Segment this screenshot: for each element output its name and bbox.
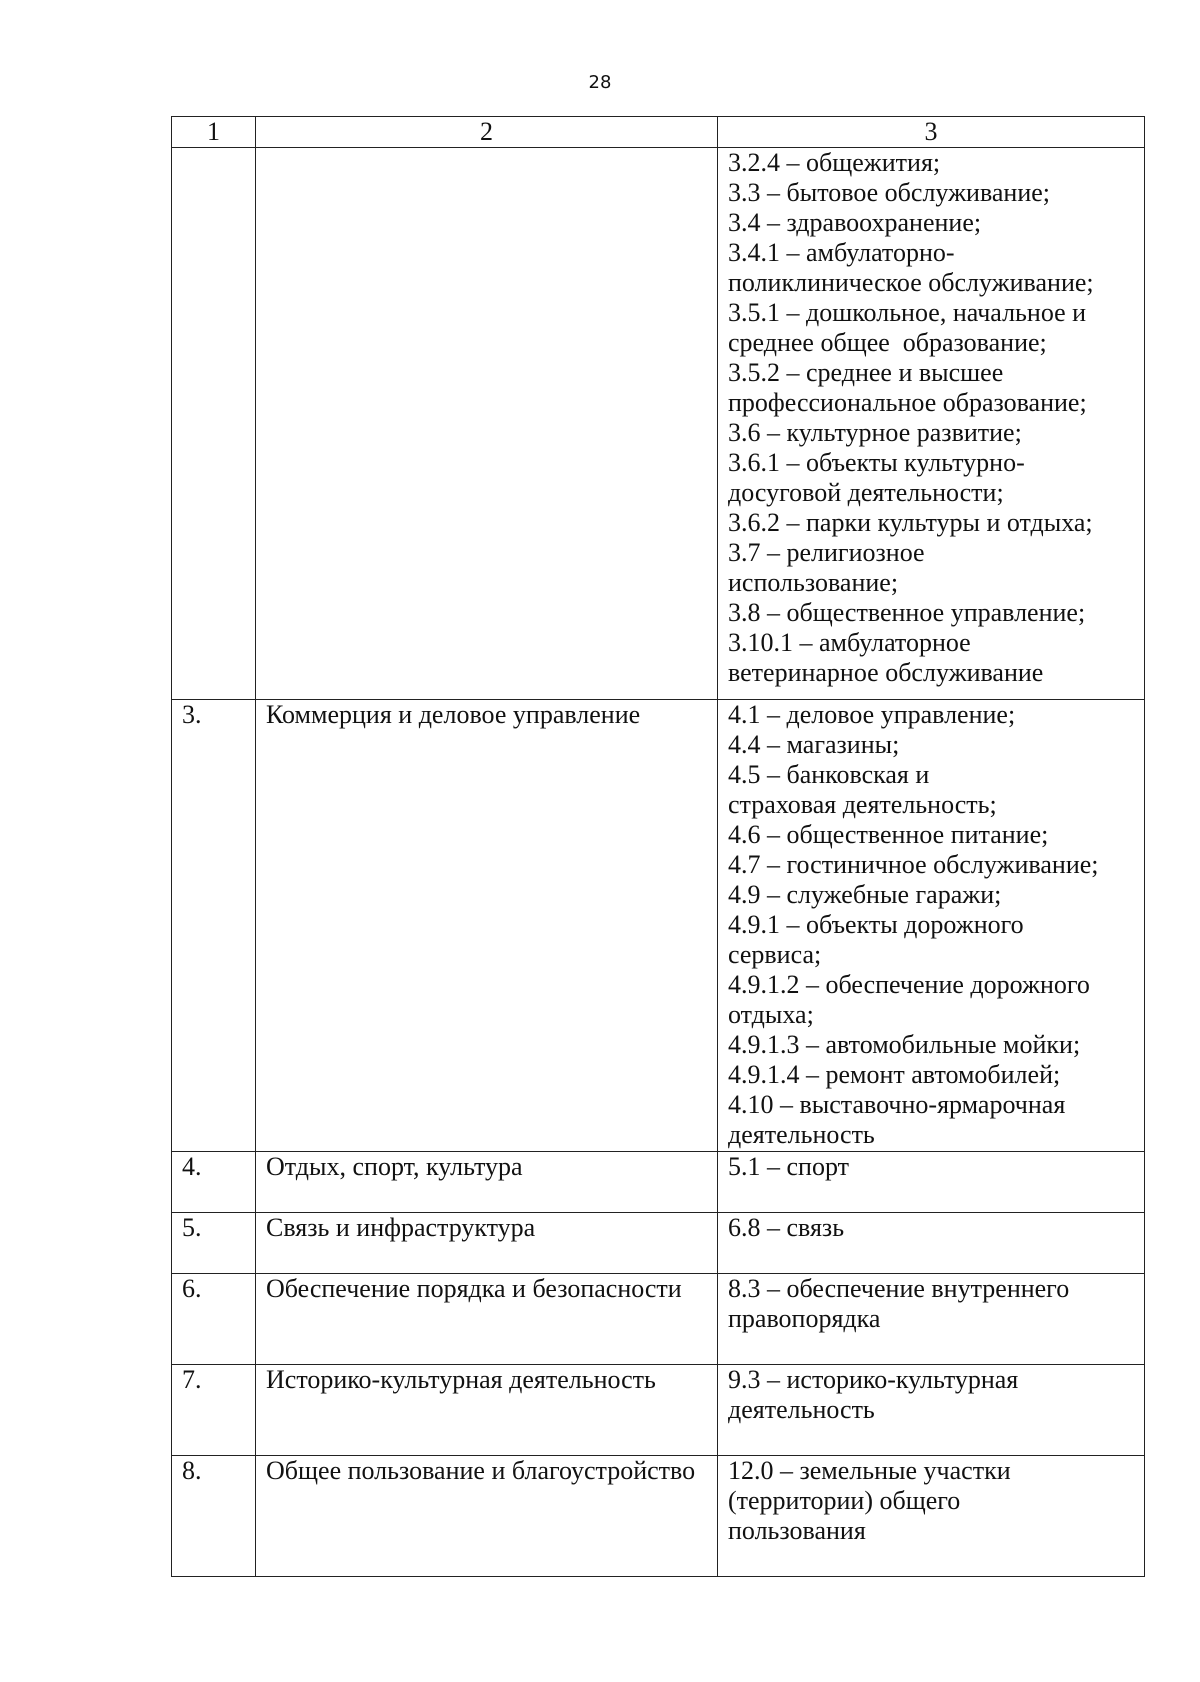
use-line: 3.2.4 – общежития; (728, 148, 941, 177)
use-line: 6.8 – связь (728, 1213, 845, 1242)
row-number (172, 148, 256, 700)
row-number: 5. (172, 1213, 256, 1274)
use-line: ветеринарное обслуживание (728, 658, 1044, 687)
table-row (172, 1365, 1145, 1456)
use-line: использование; (728, 568, 899, 597)
use-line: 3.5.2 – среднее и высшее (728, 358, 1004, 387)
use-line: 3.4 – здравоохранение; (728, 208, 982, 237)
use-line: 3.3 – бытовое обслуживание; (728, 178, 1051, 207)
zone-name: Общее пользование и благоустройство (256, 1456, 718, 1577)
page-number: 28 (588, 72, 612, 93)
table-header-row (172, 117, 1145, 148)
use-line: сервиса; (728, 940, 822, 969)
table-row (172, 1213, 1145, 1274)
column-header-3: 3 (718, 117, 1145, 148)
row-number: 6. (172, 1274, 256, 1365)
use-line: поликлиническое обслуживание; (728, 268, 1094, 297)
use-line: 3.4.1 – амбулаторно- (728, 238, 955, 267)
use-line: 4.10 – выставочно-ярмарочная (728, 1090, 1066, 1119)
permitted-uses (718, 1213, 1145, 1274)
table-row (172, 1274, 1145, 1365)
use-line: 3.6 – культурное развитие; (728, 418, 1022, 447)
use-line: 4.1 – деловое управление; (728, 700, 1016, 729)
use-line: 4.9.1.3 – автомобильные мойки; (728, 1030, 1081, 1059)
column-header-1: 1 (172, 117, 256, 148)
row-number: 4. (172, 1152, 256, 1213)
use-line: пользования (728, 1516, 866, 1545)
use-line: 3.7 – религиозное (728, 538, 925, 567)
table-row (172, 148, 1145, 700)
use-line: 4.9.1 – объекты дорожного (728, 910, 1024, 939)
use-line: 4.6 – общественное питание; (728, 820, 1049, 849)
table-row (172, 700, 1145, 1152)
use-line: 3.10.1 – амбулаторное (728, 628, 971, 657)
zone-name: Отдых, спорт, культура (256, 1152, 718, 1213)
use-line: 4.9 – служебные гаражи; (728, 880, 1002, 909)
use-line: досуговой деятельности; (728, 478, 1004, 507)
use-line: деятельность (728, 1120, 875, 1149)
row-number: 3. (172, 700, 256, 1152)
permitted-uses (718, 1152, 1145, 1213)
table-row (172, 1456, 1145, 1577)
permitted-uses (718, 1456, 1145, 1577)
use-line: 4.7 – гостиничное обслуживание; (728, 850, 1099, 879)
permitted-uses (718, 1365, 1145, 1456)
zone-name: Связь и инфраструктура (256, 1213, 718, 1274)
zone-name (256, 148, 718, 700)
zone-name: Обеспечение порядка и безопасности (256, 1274, 718, 1365)
zone-name: Историко-культурная деятельность (256, 1365, 718, 1456)
use-line: 8.3 – обеспечение внутреннего (728, 1274, 1070, 1303)
use-line: 3.6.2 – парки культуры и отдыха; (728, 508, 1093, 537)
use-line: (территории) общего (728, 1486, 961, 1515)
use-line: 3.6.1 – объекты культурно- (728, 448, 1025, 477)
zone-name: Коммерция и деловое управление (256, 700, 718, 1152)
use-line: 4.4 – магазины; (728, 730, 900, 759)
use-line: 12.0 – земельные участки (728, 1456, 1011, 1485)
use-line: 4.9.1.4 – ремонт автомобилей; (728, 1060, 1061, 1089)
permitted-uses (718, 1274, 1145, 1365)
use-line: профессиональное образование; (728, 388, 1087, 417)
use-line: деятельность (728, 1395, 875, 1424)
permitted-uses (718, 700, 1145, 1152)
use-line: 4.9.1.2 – обеспечение дорожного (728, 970, 1090, 999)
use-line: страховая деятельность; (728, 790, 997, 819)
use-line: 9.3 – историко-культурная (728, 1365, 1019, 1394)
use-line: отдыха; (728, 1000, 814, 1029)
land-use-table (171, 116, 1145, 1577)
use-line: среднее общее образование; (728, 328, 1047, 357)
use-line: правопорядка (728, 1304, 881, 1333)
use-line: 5.1 – спорт (728, 1152, 849, 1181)
row-number: 8. (172, 1456, 256, 1577)
use-line: 3.8 – общественное управление; (728, 598, 1086, 627)
use-line: 4.5 – банковская и (728, 760, 930, 789)
table-row (172, 1152, 1145, 1213)
row-number: 7. (172, 1365, 256, 1456)
column-header-2: 2 (256, 117, 718, 148)
permitted-uses (718, 148, 1145, 700)
use-line: 3.5.1 – дошкольное, начальное и (728, 298, 1087, 327)
